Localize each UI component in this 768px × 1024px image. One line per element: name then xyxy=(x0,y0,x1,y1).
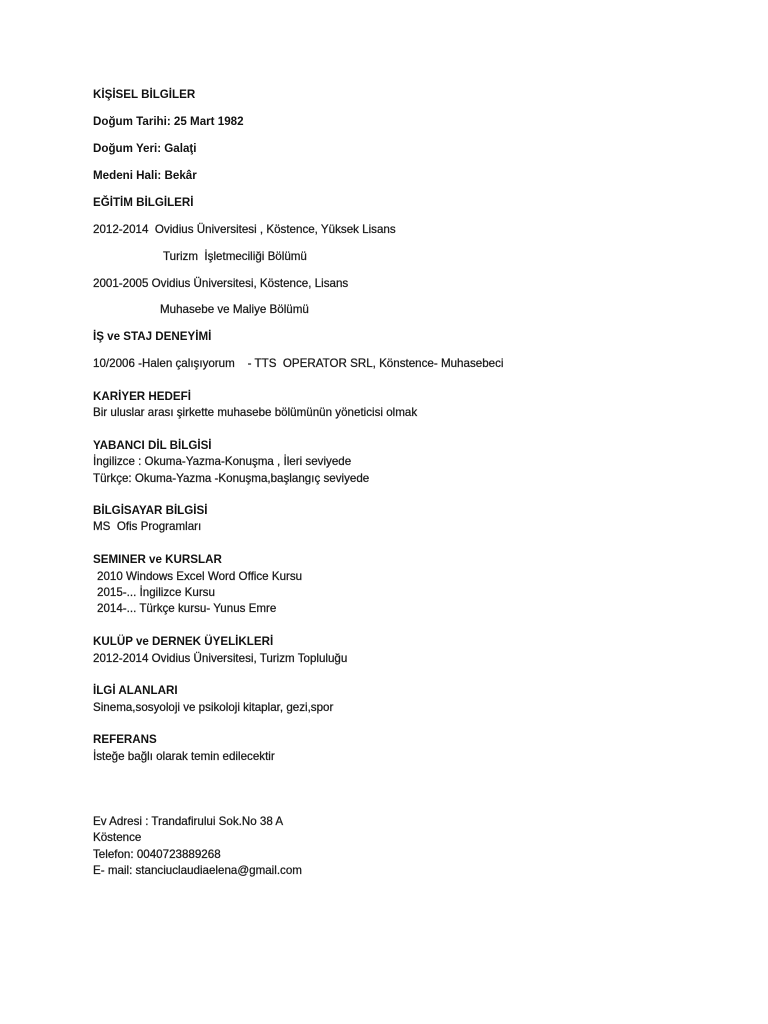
language-item: Türkçe: Okuma-Yazma -Konuşma,başlangıç seviyede xyxy=(93,472,370,485)
birth-place: Doğum Yeri: Galaţi xyxy=(93,142,197,155)
education-entry: 2012-2014 Ovidius Üniversitesi , Köstence, Yüksek Lisans xyxy=(93,223,396,236)
education-department: Turizm İşletmeciliği Bölümü xyxy=(163,250,307,263)
interests-text: Sinema,sosyoloji ve psikoloji kitaplar, gezi,spor xyxy=(93,701,334,714)
references-text: İsteğe bağlı olarak temin edilecektir xyxy=(93,750,275,763)
club-item: 2012-2014 Ovidius Üniversitesi, Turizm Topluluğu xyxy=(93,652,348,665)
education-department: Muhasebe ve Maliye Bölümü xyxy=(160,303,309,316)
seminar-item: 2010 Windows Excel Word Office Kursu xyxy=(97,570,303,583)
contact-email: E- mail: stanciuclaudiaelena@gmail.com xyxy=(93,864,302,877)
section-heading-languages: YABANCI DİL BİLGİSİ xyxy=(93,439,212,452)
contact-city: Köstence xyxy=(93,831,142,844)
section-heading-education: EĞİTİM BİLGİLERİ xyxy=(93,196,194,209)
marital-status: Medeni Hali: Bekâr xyxy=(93,169,197,182)
experience-entry: 10/2006 -Halen çalışıyorum - TTS OPERATOR SRL, Könstence- Muhasebeci xyxy=(93,357,504,370)
career-goal-text: Bir uluslar arası şirkette muhasebe bölümünün yöneticisi olmak xyxy=(93,406,418,419)
section-heading-personal: KİŞİSEL BİLGİLER xyxy=(93,88,196,101)
contact-address: Ev Adresi : Trandafirului Sok.No 38 A xyxy=(93,815,284,828)
section-heading-clubs: KULÜP ve DERNEK ÜYELİKLERİ xyxy=(93,635,274,648)
computer-skills-text: MS Ofis Programları xyxy=(93,520,202,533)
language-item: İngilizce : Okuma-Yazma-Konuşma , İleri seviyede xyxy=(93,455,352,468)
contact-phone: Telefon: 0040723889268 xyxy=(93,848,221,861)
education-entry: 2001-2005 Ovidius Üniversitesi, Köstence, Lisans xyxy=(93,277,349,290)
section-heading-experience: İŞ ve STAJ DENEYİMİ xyxy=(93,330,212,343)
birth-date: Doğum Tarihi: 25 Mart 1982 xyxy=(93,115,244,128)
section-heading-computer: BİLGİSAYAR BİLGİSİ xyxy=(93,504,208,517)
section-heading-seminars: SEMINER ve KURSLAR xyxy=(93,553,222,566)
section-heading-interests: İLGİ ALANLARI xyxy=(93,684,178,697)
seminar-item: 2015-... İngilizce Kursu xyxy=(97,586,215,599)
section-heading-career-goal: KARİYER HEDEFİ xyxy=(93,390,191,403)
section-heading-references: REFERANS xyxy=(93,733,157,746)
seminar-item: 2014-... Türkçe kursu- Yunus Emre xyxy=(97,602,277,615)
